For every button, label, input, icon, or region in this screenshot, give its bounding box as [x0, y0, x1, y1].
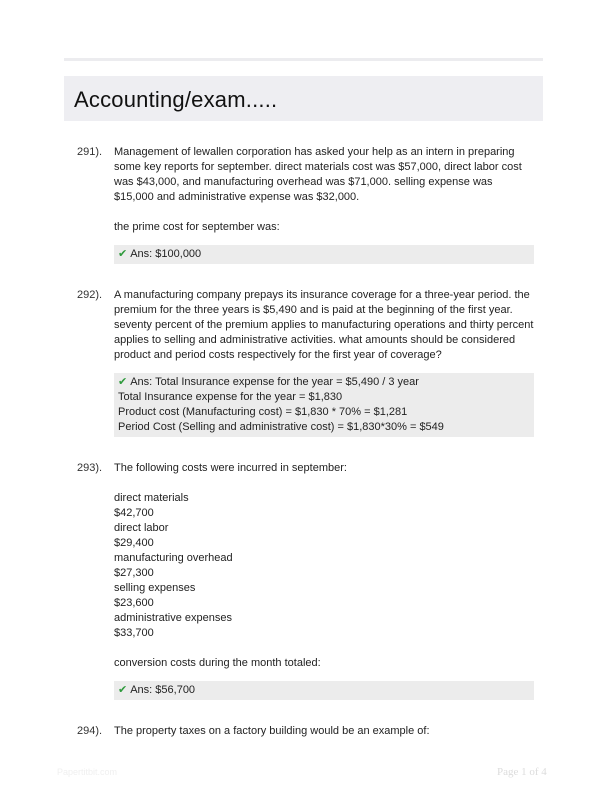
answer-line: Product cost (Manufacturing cost) = $1,830 * 70% = $1,281 [118, 406, 408, 418]
answer-box [114, 373, 534, 437]
question-number: 293). [77, 462, 103, 474]
cost-item: direct materials [114, 492, 189, 504]
question-number: 292). [77, 289, 103, 301]
page-title: Accounting/exam..... [74, 87, 278, 112]
answer-line: Ans: Total Insurance expense for the year = $5,490 / 3 year [130, 376, 419, 388]
question-text: A manufacturing company prepays its insurance coverage for a three-year period. the premium for the three years is $5,490 and is paid at the beginning of the first year. seventy percent of the premium applies to manufacturing operations and thirty percent applies to selling and administrative activities. what amounts should be considered product and period costs respectively for the first year of coverage? [114, 289, 534, 361]
question-text: The property taxes on a factory building would be an example of: [114, 725, 430, 737]
check-icon: ✔ [118, 376, 128, 388]
cost-value: $42,700 [114, 507, 154, 519]
answer-box [114, 681, 534, 700]
page-indicator: Page 1 of 4 [497, 766, 547, 778]
title-bar [64, 76, 543, 121]
question-text: The following costs were incurred in september: [114, 462, 347, 474]
cost-value: $23,600 [114, 597, 154, 609]
question-text: Management of lewallen corporation has asked your help as an intern in preparing some key reports for september. direct materials cost was $57,000, direct labor cost was $43,000, and manufacturing overhead was $71,000. selling expense was $15,000 and administrative expense was $32,000. [114, 146, 522, 203]
footer-site: Papertitbit.com [57, 767, 118, 777]
cost-value: $33,700 [114, 627, 154, 639]
cost-item: direct labor [114, 522, 169, 534]
cost-value: $27,300 [114, 567, 154, 579]
answer-line: Ans: $100,000 [130, 248, 202, 260]
answer-line: Period Cost (Selling and administrative cost) = $1,830*30% = $549 [118, 421, 444, 433]
question-prompt: the prime cost for september was: [114, 221, 280, 233]
check-icon: ✔ [118, 684, 128, 696]
cost-value: $29,400 [114, 537, 154, 549]
cost-item: manufacturing overhead [114, 552, 233, 564]
question-number: 294). [77, 725, 103, 737]
answer-line: Total Insurance expense for the year = $1,830 [118, 391, 343, 403]
answer-box [114, 245, 534, 264]
cost-item: administrative expenses [114, 612, 233, 624]
question-prompt: conversion costs during the month totaled: [114, 657, 321, 669]
cost-list [114, 491, 534, 641]
question-number: 291). [77, 146, 103, 158]
answer-line: Ans: $56,700 [130, 684, 196, 696]
cost-item: selling expenses [114, 582, 196, 594]
check-icon: ✔ [118, 248, 128, 260]
top-divider [64, 58, 543, 61]
